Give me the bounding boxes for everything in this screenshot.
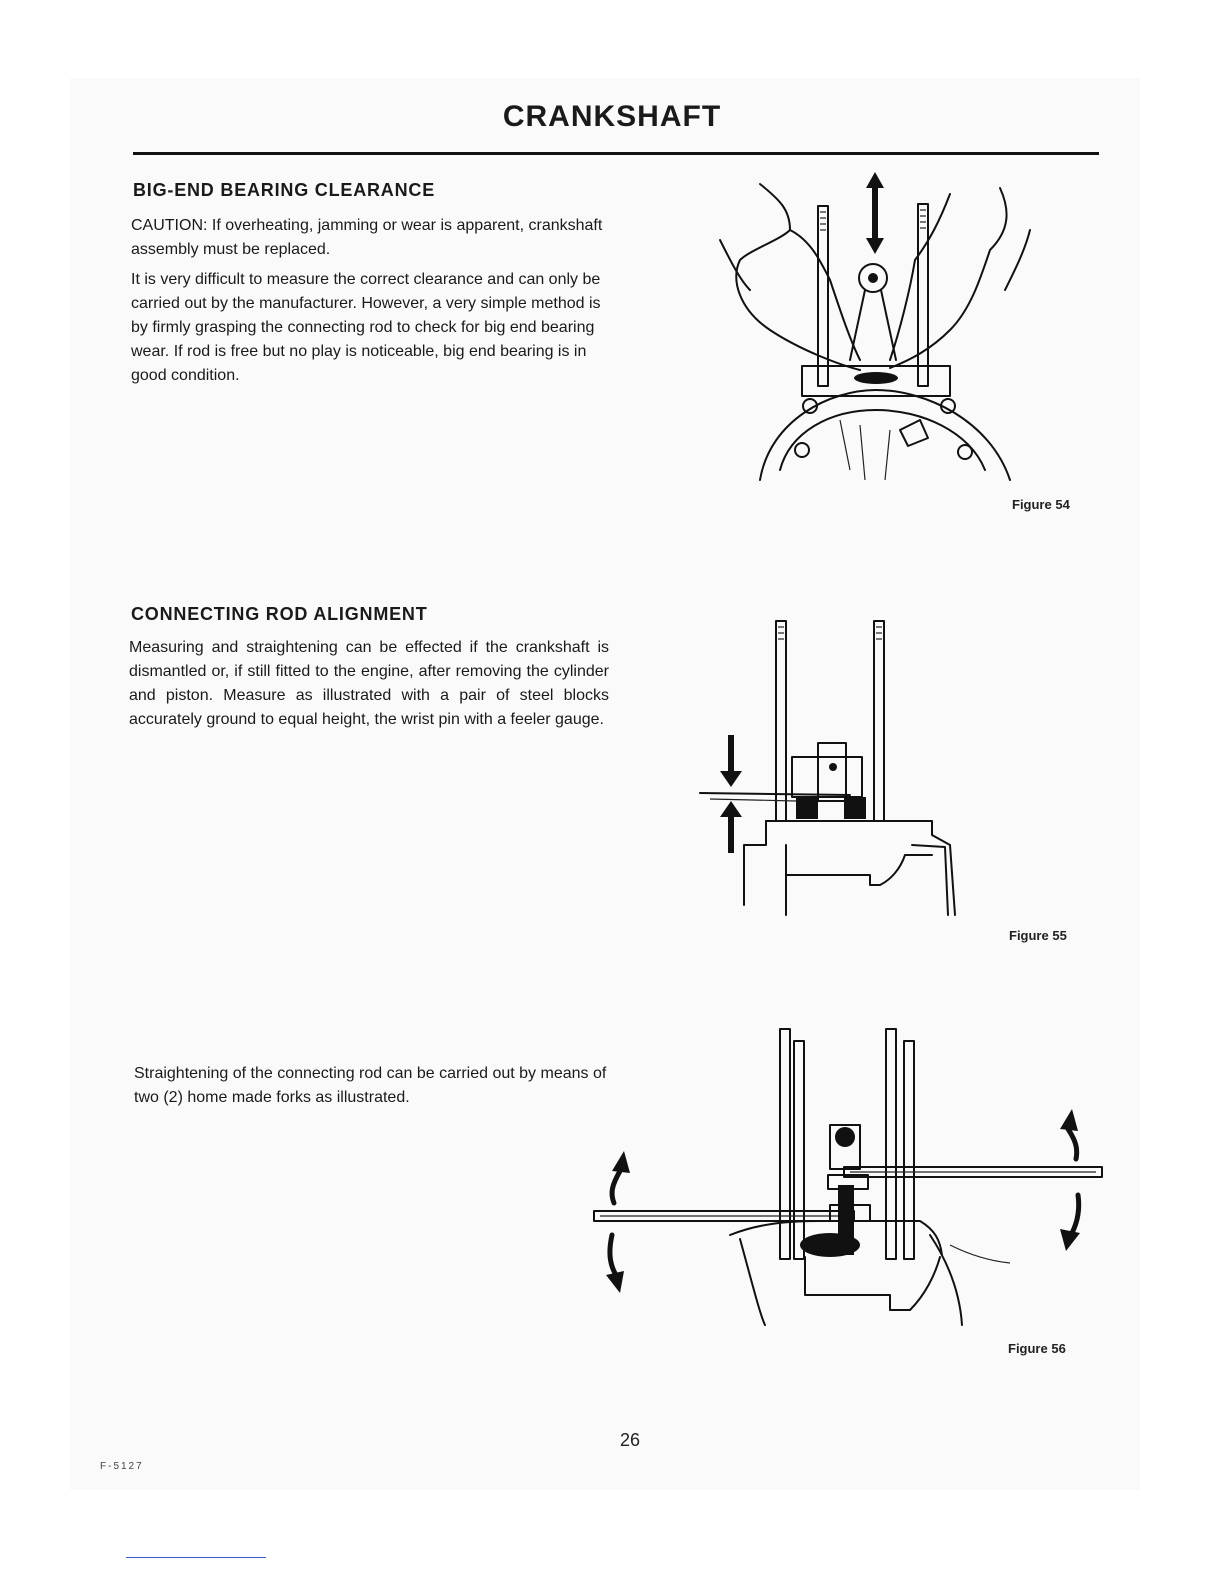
big-end-paragraph: It is very difficult to measure the correct clearance and can only be carried out by the manufacturer. However, a very simple method is by firmly grasping the connecting rod to check for big end bearing wear. If rod is free but no play is noticeable, big end bearing is in good condition. — [131, 271, 601, 384]
section-heading-rod-alignment: CONNECTING ROD ALIGNMENT — [131, 604, 428, 624]
title-rule — [133, 152, 1099, 155]
straightening-paragraph: Straightening of the connecting rod can be carried out by means of two (2) home made forks as illustrated. — [134, 1065, 607, 1106]
footer-link-underline[interactable] — [126, 1557, 266, 1558]
figure-54-illustration — [710, 170, 1040, 490]
section-heading-big-end: BIG-END BEARING CLEARANCE — [133, 180, 436, 200]
caution-paragraph: CAUTION: If overheating, jamming or wear is apparent, crankshaft assembly must be replaced. — [131, 217, 603, 258]
figure-55-illustration — [700, 615, 970, 920]
figure-56-caption: Figure 56 — [1008, 1341, 1066, 1356]
page-title: CRANKSHAFT — [502, 100, 722, 133]
figure-56-illustration — [590, 1025, 1110, 1330]
rod-alignment-paragraph: Measuring and straightening can be effected if the crankshaft is dismantled or, if still fitted to the engine, after removing the cylinder and piston. Measure as illustrated with a pair of steel blocks accurately ground to equal height, the wrist pin with a feeler gauge. — [129, 639, 609, 728]
figure-54-caption: Figure 54 — [1012, 497, 1070, 512]
figure-55-caption: Figure 55 — [1009, 928, 1067, 943]
rotate-right-arrow-icon — [1060, 1109, 1080, 1251]
document-code: F-5127 — [100, 1461, 144, 1472]
up-down-arrow-icon — [866, 172, 884, 254]
page-number: 26 — [619, 1430, 641, 1450]
